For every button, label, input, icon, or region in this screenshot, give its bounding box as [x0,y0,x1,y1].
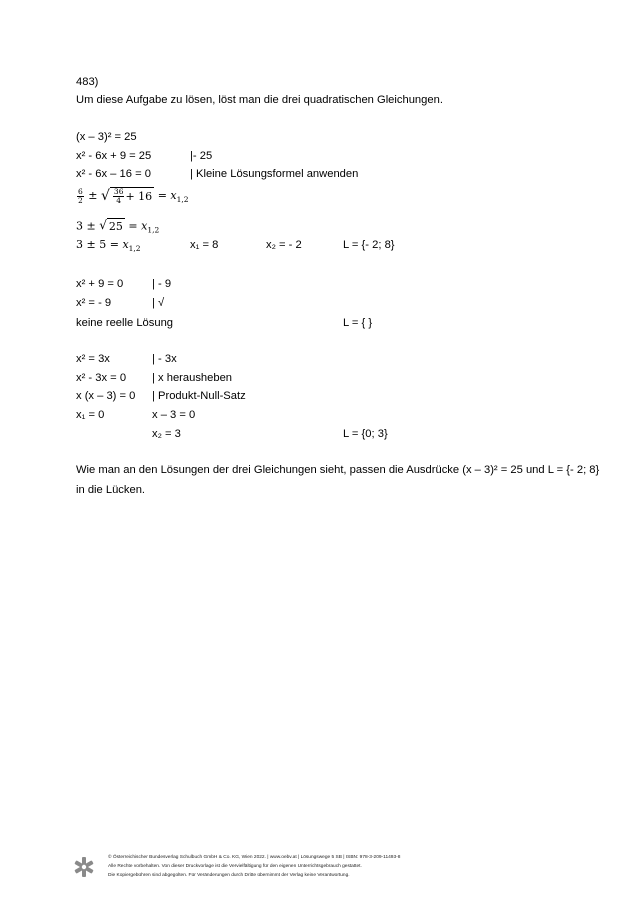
eq2-line1: x² + 9 = 0 [76,278,124,290]
eq3-line2: x² - 3x = 0 [76,372,127,384]
eq1-line1: (x – 3)² = 25 [76,131,137,143]
step2-x: x [141,219,148,233]
eq3-line4-b: x – 3 = 0 [152,409,196,421]
eq3-line2-op: | x herausheben [152,372,233,384]
frac2-num: 36 [113,187,124,196]
step2-radicand: 25 [108,220,123,233]
step3-sub: 1,2 [128,244,141,253]
eq2-solution: L = { } [343,317,373,329]
eq1-step3 [76,237,141,257]
footer-line2: Alle Rechte vorbehalten. Von dieser Druckvorlage ist die Vervielfältigung für den eigenen Unterrichtsgebrauch gestattet. [108,864,362,869]
eq2-line2-op: | √ [152,297,165,309]
step3-pm: ± [86,238,96,251]
equals-sign: = [157,189,167,202]
task-number: 483) [76,76,99,88]
eq1-step2 [76,218,159,239]
step2-sqrt [99,218,125,235]
conclusion-line1: Wie man an den Lösungen der drei Gleichungen sieht, passen die Ausdrücke (x – 3)² = 25 und L = {- 2; 8} [76,464,600,476]
radical-icon: √ [99,218,107,232]
step3-b: 5 [99,238,107,251]
step2-sub: 1,2 [147,225,160,235]
frac-36-over-4 [113,188,125,205]
plus-term: + 16 [125,189,153,203]
eq3-line3: x (x – 3) = 0 [76,390,136,402]
eq1-line2-op: |- 25 [190,150,213,162]
step3-equals: = [109,238,119,251]
eq2-line1-op: | - 9 [152,278,172,290]
step3-a: 3 [76,238,83,251]
frac-6-over-2 [77,188,84,205]
eq1-line3-op: | Kleine Lösungsformel anwenden [190,168,359,180]
eq1-x2: x₂ = - 2 [266,239,302,251]
pm-sign: ± [88,189,98,202]
eq3-solution: L = {0; 3} [343,428,388,440]
eq2-line3: keine reelle Lösung [76,317,174,329]
frac1-num: 6 [78,186,83,196]
eq1-line2: x² - 6x + 9 = 25 [76,150,152,162]
frac1-den: 2 [78,195,83,205]
eq1-line3: x² - 6x – 16 = 0 [76,168,151,180]
sqrt-expression [101,187,154,205]
step2-pm: ± [86,219,96,233]
step3-x: x [122,238,129,251]
eq1-x1: x₁ = 8 [190,239,219,251]
oebv-star-logo-icon [73,856,95,878]
subscript: 1,2 [176,195,189,204]
step2-a: 3 [76,219,83,233]
conclusion-line2: in die Lücken. [76,484,146,496]
x-var: x [170,189,177,202]
intro-text: Um diese Aufgabe zu lösen, löst man die drei quadratischen Gleichungen. [76,94,443,106]
eq1-formula [76,187,189,208]
eq3-line1-op: | - 3x [152,353,177,365]
eq3-line5: x₂ = 3 [152,428,181,440]
frac2-den: 4 [116,196,122,205]
eq2-line2: x² = - 9 [76,297,112,309]
step2-equals: = [128,219,138,233]
footer-line1: © Österreichischer Bundesverlag Schulbuch GmbH & Co. KG, Wien 2022. | www.oebv.at | Lösungswege 5 SB | ISBN: 978-3-209-11493-8 [108,855,401,860]
eq3-line1: x² = 3x [76,353,110,365]
eq3-line3-op: | Produkt-Null-Satz [152,390,246,402]
eq1-solution: L = {- 2; 8} [343,239,395,251]
eq3-line4: x₁ = 0 [76,409,105,421]
radical-icon: √ [101,188,110,204]
footer-line3: Die Kopiergebühren sind abgegolten. Für Veränderungen durch Dritte übernimmt der Verlag keine Verantwortung. [108,873,350,878]
